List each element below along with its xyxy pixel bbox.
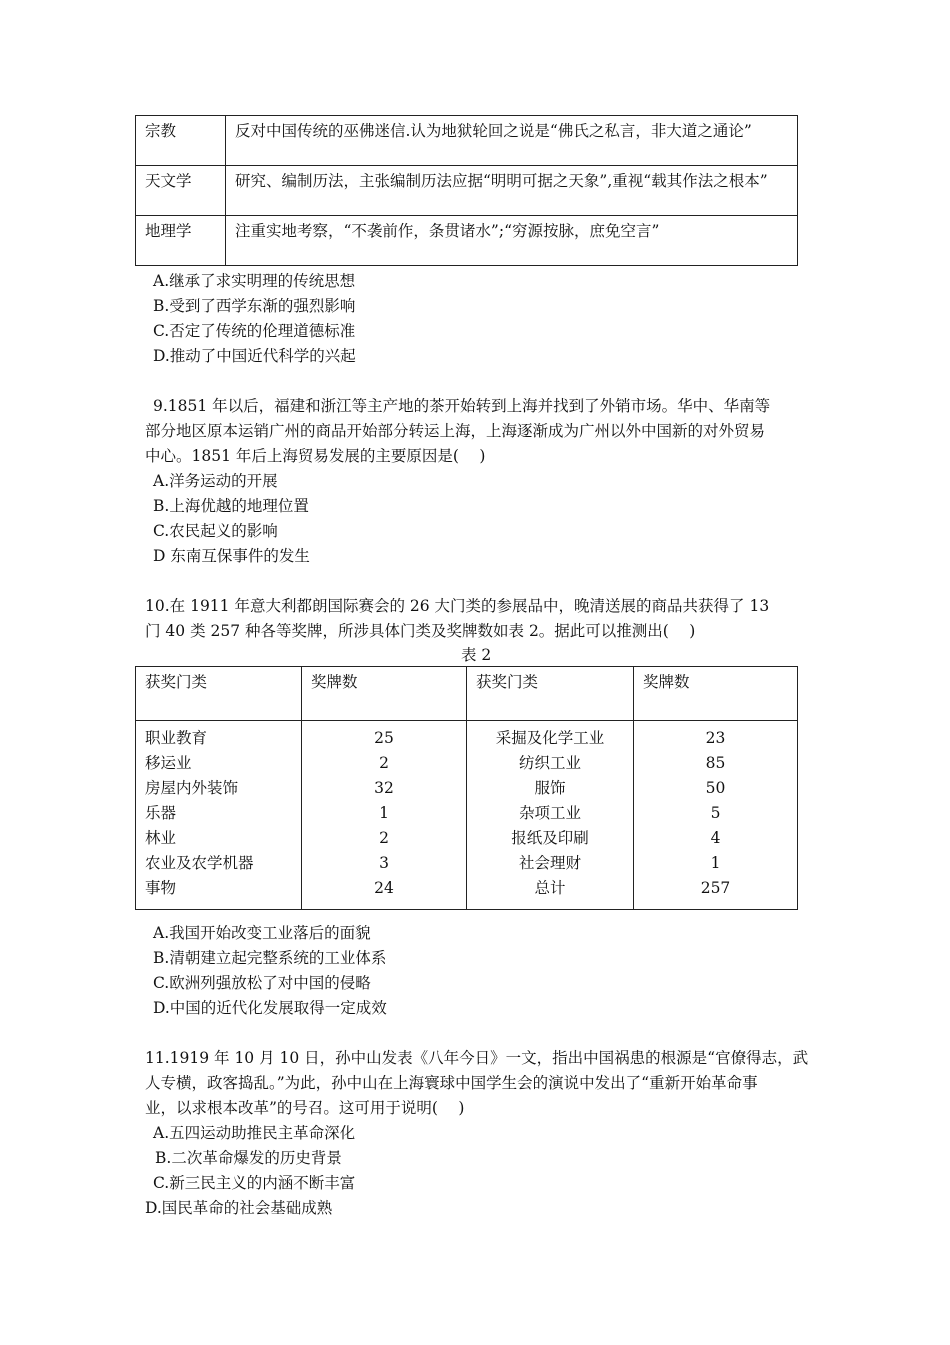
category-cell: 房屋内外装饰 [145,779,239,797]
count-cell: 2 [379,754,389,772]
q10-stem-line: 10.在 1911 年意大利都朗国际赛会的 26 大门类的参展品中，晚清送展的商品共获得了 13 [145,597,770,615]
q8-option-d[interactable]: D.推动了中国近代科学的兴起 [153,347,356,365]
q9-stem-line: 9.1851 年以后，福建和浙江等主产地的茶开始转到上海并找到了外销市场。华中、华南等 [153,397,771,415]
q9-stem-line: 中心。1851 年后上海贸易发展的主要原因是( ) [145,447,486,465]
q9-stem-line: 部分地区原本运销广州的商品开始部分转运上海，上海逐渐成为广州以外中国新的对外贸易 [145,422,766,440]
table-header: 获奖门类 [467,667,634,721]
category-cell: 报纸及印刷 [511,829,589,847]
count-cell: 5 [710,804,721,822]
q11-stem-line: 人专横，政客捣乱。”为此，孙中山在上海寰球中国学生会的演说中发出了“重新开始革命事 [145,1074,758,1092]
q10-stem-line: 门 40 类 257 种各等奖牌，所涉具体门类及奖牌数如表 2。据此可以推测出( ) [145,622,696,640]
category-cell: 社会理财 [518,854,581,872]
q10-option-a[interactable]: A.我国开始改变工业落后的面貌 [153,924,371,942]
table-caption: 表 2 [461,646,492,664]
right-count-column [634,721,798,910]
q9-option-d[interactable]: D 东南互保事件的发生 [153,547,310,565]
q11-stem-line: 11.1919 年 10 月 10 日，孙中山发表《八年今日》一文，指出中国祸患的根源是“官僚得志，武 [145,1049,809,1067]
category-cell: 农业及农学机器 [145,854,254,872]
q11-stem-line: 业，以求根本改革”的号召。这可用于说明( ) [145,1099,465,1117]
q11-option-a[interactable]: A.五四运动助推民主革命深化 [153,1124,356,1142]
category-cell: 职业教育 [145,729,208,747]
q9-option-c[interactable]: C.农民起义的影响 [153,522,278,540]
count-cell: 1 [710,854,721,872]
category-cell: 总计 [534,879,566,897]
medal-table [135,666,798,910]
q11-option-d[interactable]: D.国民革命的社会基础成熟 [145,1199,333,1217]
category-cell: 林业 [145,829,177,847]
table1-content-cell: 反对中国传统的巫佛迷信.认为地狱轮回之说是“佛氏之私言，非大道之通论” [226,116,798,166]
table1-content-cell: 注重实地考察，“不袭前作，条贯诸水”;“穷源按脉，庶免空言” [226,216,798,266]
category-cell: 纺织工业 [518,754,581,772]
right-category-column [467,721,634,910]
table1-content-cell: 研究、编制历法，主张编制历法应据“明明可据之天象”,重视“载其作法之根本” [226,166,798,216]
count-cell: 85 [705,754,726,772]
count-cell: 4 [710,829,721,847]
count-cell: 24 [374,879,394,897]
category-cell: 采掘及化学工业 [495,729,605,747]
left-count-column [302,721,467,910]
count-cell: 50 [705,779,726,797]
q8-option-a[interactable]: A.继承了求实明理的传统思想 [153,272,356,290]
table-header: 获奖门类 [136,667,302,721]
count-cell: 25 [374,729,394,747]
q8-option-c[interactable]: C.否定了传统的伦理道德标准 [153,322,356,340]
table1-field-cell: 宗教 [136,116,226,166]
q8-table [135,115,798,266]
table1-field-cell: 天文学 [136,166,226,216]
count-cell: 1 [379,804,389,822]
q10-option-b[interactable]: B.清朝建立起完整系统的工业体系 [153,949,387,967]
left-category-column [136,721,302,910]
q10-option-c[interactable]: C.欧洲列强放松了对中国的侵略 [153,974,371,992]
q11-option-b[interactable]: B.二次革命爆发的历史背景 [155,1149,342,1167]
category-cell: 事物 [145,879,177,897]
q9-option-a[interactable]: A.洋务运动的开展 [153,472,278,490]
q8-option-b[interactable]: B.受到了西学东渐的强烈影响 [153,297,356,315]
q10-option-d[interactable]: D.中国的近代化发展取得一定成效 [153,999,387,1017]
table1-field-cell: 地理学 [136,216,226,266]
category-cell: 移运业 [145,754,192,772]
q11-option-c[interactable]: C.新三民主义的内涵不断丰富 [153,1174,356,1192]
table-header: 奖牌数 [302,667,467,721]
count-cell: 23 [705,729,726,747]
category-cell: 杂项工业 [518,804,581,822]
count-cell: 2 [379,829,389,847]
category-cell: 乐器 [145,804,177,822]
count-cell: 257 [700,879,731,897]
count-cell: 32 [374,779,394,797]
category-cell: 服饰 [534,779,566,797]
count-cell: 3 [379,854,389,872]
table-header: 奖牌数 [634,667,798,721]
q9-option-b[interactable]: B.上海优越的地理位置 [153,497,309,515]
